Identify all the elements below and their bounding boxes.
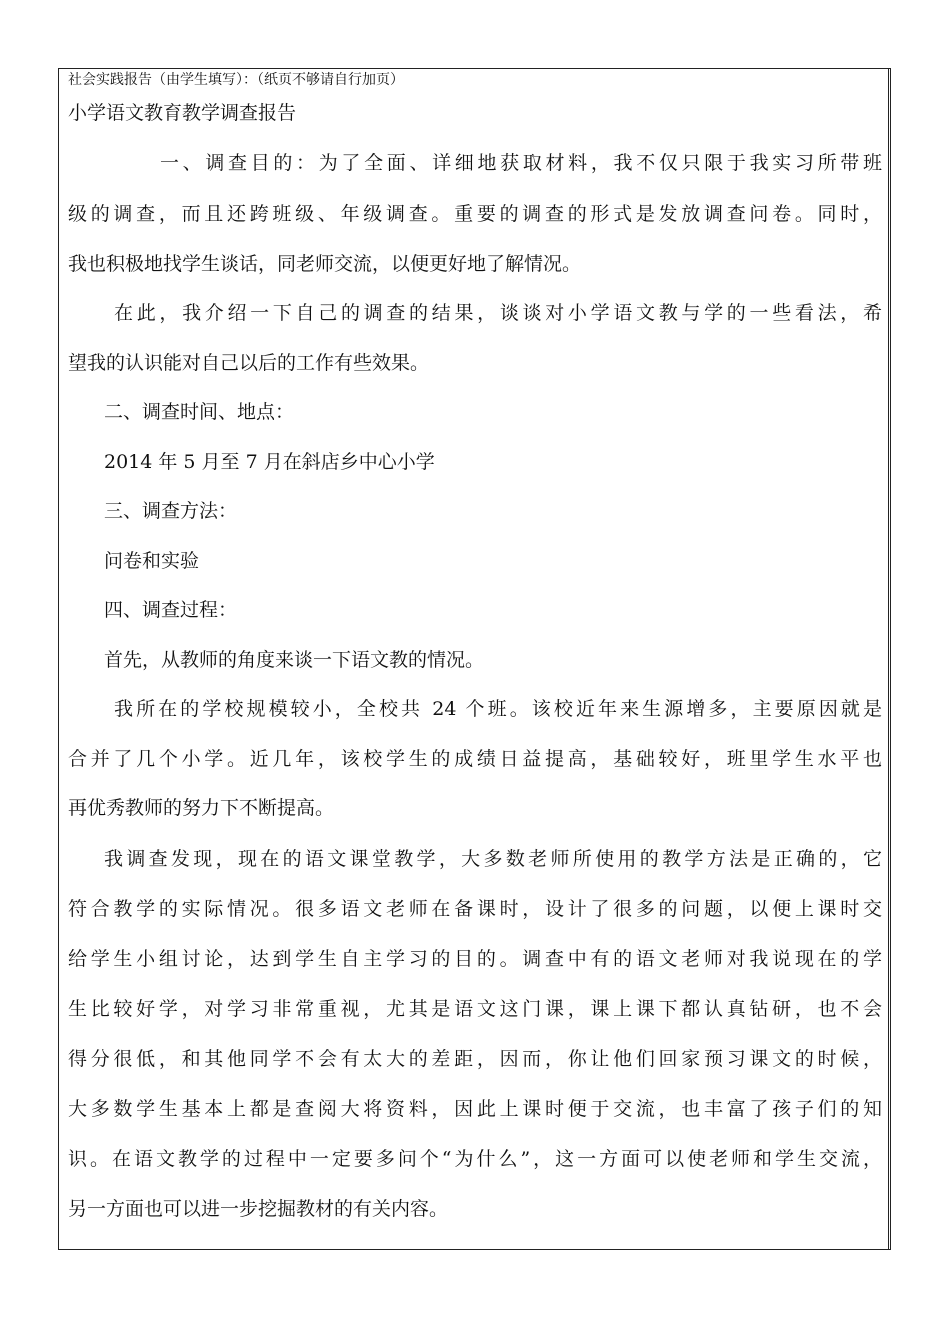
report-title: 小学语文教育教学调查报告 [68, 102, 297, 124]
paragraph-line: 另一方面也可以进一步挖掘教材的有关内容。 [68, 1198, 449, 1220]
paragraph-line: 一、调查目的：为了全面、详细地获取材料，我不仅只限于我实习所带班 [160, 152, 882, 174]
paragraph-line: 符合教学的实际情况。很多语文老师在备课时，设计了很多的问题，以便上课时交 [68, 898, 882, 920]
section-heading: 三、调查方法： [104, 500, 238, 522]
section-heading: 四、调查过程： [104, 599, 238, 621]
paragraph-line: 我调查发现，现在的语文课堂教学，大多数老师所使用的教学方法是正确的，它 [104, 848, 882, 870]
paragraph-line: 我也积极地找学生谈话，同老师交流，以便更好地了解情况。 [68, 253, 582, 275]
paragraph-line: 得分很低，和其他同学不会有太大的差距，因而，你让他们回家预习课文的时候， [68, 1048, 882, 1070]
section-heading: 二、调查时间、地点： [104, 401, 295, 423]
paragraph-line: 望我的认识能对自己以后的工作有些效果。 [68, 352, 430, 374]
form-instruction: 社会实践报告（由学生填写）：（纸页不够请自行加页） [68, 72, 404, 88]
paragraph-line: 合并了几个小学。近几年，该校学生的成绩日益提高，基础较好，班里学生水平也 [68, 748, 882, 770]
paragraph-line: 给学生小组讨论，达到学生自主学习的目的。调查中有的语文老师对我说现在的学 [68, 948, 882, 970]
paragraph-line: 在此，我介绍一下自己的调查的结果，谈谈对小学语文教与学的一些看法，希 [114, 302, 882, 324]
paragraph-line: 大多数学生基本上都是查阅大将资料，因此上课时便于交流，也丰富了孩子们的知 [68, 1098, 882, 1120]
paragraph-line: 首先，从教师的角度来谈一下语文教的情况。 [104, 649, 485, 671]
paragraph-line: 我所在的学校规模较小，全校共 24 个班。该校近年来生源增多，主要原因就是 [114, 698, 882, 720]
paragraph-line: 识。在语文教学的过程中一定要多问个“为什么”，这一方面可以使老师和学生交流， [68, 1148, 882, 1170]
paragraph-line: 再优秀教师的努力下不断提高。 [68, 797, 335, 819]
paragraph-line: 2014 年 5 月至 7 月在斜店乡中心小学 [104, 451, 435, 473]
paragraph-line: 生比较好学，对学习非常重视，尤其是语文这门课，课上课下都认真钻研，也不会 [68, 998, 882, 1020]
paragraph-line: 级的调查，而且还跨班级、年级调查。重要的调查的形式是发放调查问卷。同时， [68, 203, 882, 225]
paragraph-line: 问卷和实验 [104, 550, 200, 572]
